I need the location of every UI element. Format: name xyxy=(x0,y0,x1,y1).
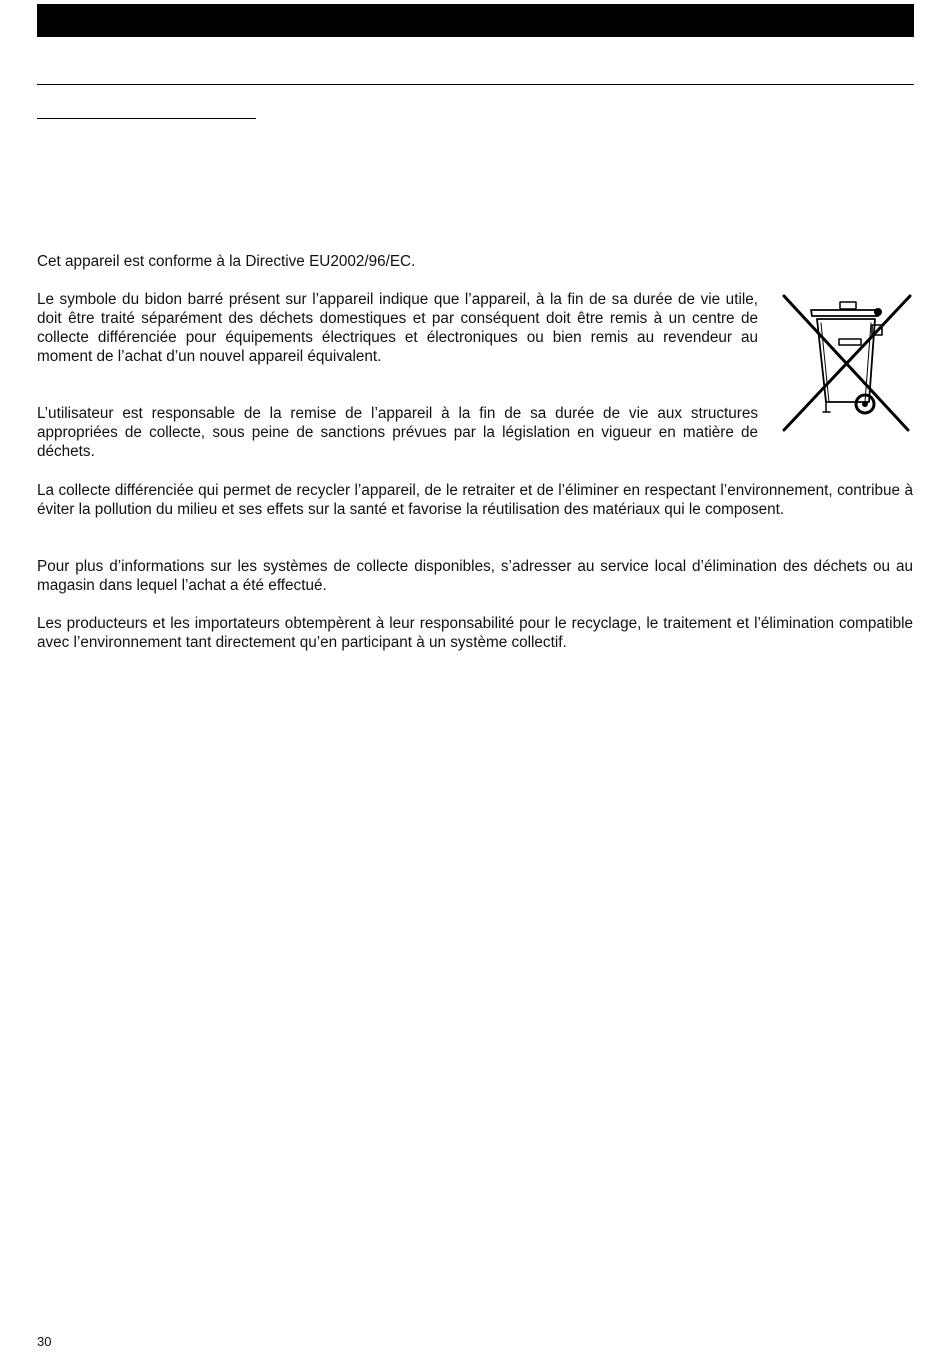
paragraph-collection: La collecte différenciée qui permet de recycler l’appareil, de le retraiter et de l’éliminer en respectant l’environnement, contribue à éviter la pollution du milieu et ses effets sur la santé et favorise la réutilisation des matériaux qui le composent. xyxy=(37,482,913,519)
crossed-out-wheelie-bin-icon xyxy=(780,292,914,434)
paragraph-directive: Cet appareil est conforme à la Directive EU2002/96/EC. xyxy=(37,253,416,270)
paragraph-user-responsibility: L’utilisateur est responsable de la remise de l’appareil à la fin de sa durée de vie aux structures appropriées de collecte, sous peine de sanctions prévues par la législation en vigueur en matière de déchets. xyxy=(37,405,758,461)
paragraph-producers: Les producteurs et les importateurs obtempèrent à leur responsabilité pour le recyclage, le traitement et l’élimination compatible avec l’environnement tant directement qu’en participant à un système collectif. xyxy=(37,615,913,652)
page-number: 30 xyxy=(37,1334,52,1349)
header-bar xyxy=(37,4,914,37)
paragraph-information: Pour plus d’informations sur les systèmes de collecte disponibles, s’adresser au service local d’élimination des déchets ou au magasin dans lequel l’achat a été effectué. xyxy=(37,558,913,595)
paragraph-symbol: Le symbole du bidon barré présent sur l’appareil indique que l’appareil, à la fin de sa durée de vie utile, doit être traité séparément des déchets domestiques et par conséquent doit être remis à un centre de collecte différenciée pour équipements électriques et électroniques ou bien remis au revendeur au moment de l’achat d’un nouvel appareil équivalent. xyxy=(37,291,758,366)
header-rule xyxy=(37,84,914,85)
section-rule xyxy=(37,118,256,119)
